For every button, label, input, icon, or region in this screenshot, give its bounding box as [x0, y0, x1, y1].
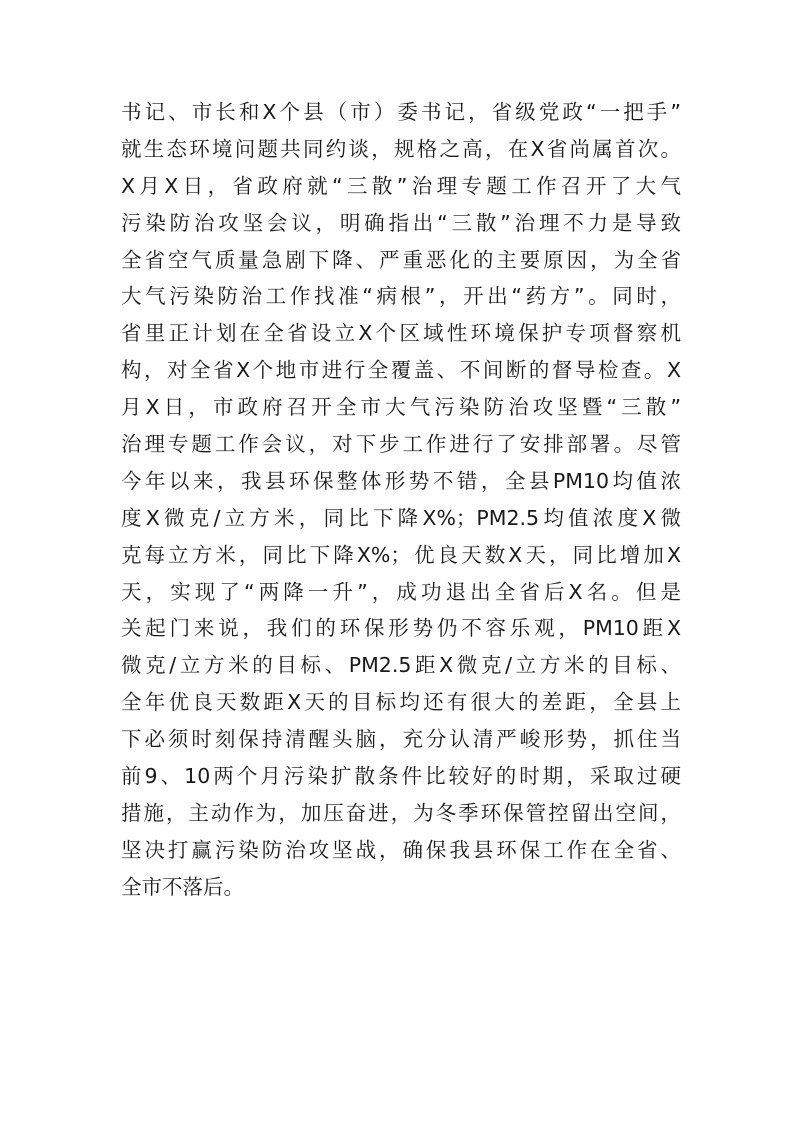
text-line: 全市不落后。: [121, 874, 244, 899]
text-line: 克每立方米，同比下降X%；优良天数X天，同比增加X: [121, 542, 681, 567]
text-line: 微克/立方米的目标、PM2.5距X微克/立方米的目标、: [121, 653, 681, 678]
text-line: 下必须时刻保持清醒头脑，充分认清严峻形势，抓住当: [121, 727, 681, 752]
text-line: 书记、市长和X个县（市）委书记，省级党政“一把手”: [121, 100, 681, 124]
text-line: X月X日，省政府就“三散”治理专题工作召开了大气: [121, 173, 681, 198]
text-line: 省里正计划在全省设立X个区域性环境保护专项督察机: [121, 321, 681, 346]
body-paragraph: [121, 94, 681, 906]
text-line: 构，对全省X个地市进行全覆盖、不间断的督导检查。X: [121, 358, 681, 383]
text-line: 天，实现了“两降一升”，成功退出全省后X名。但是: [121, 579, 681, 604]
text-line: 月X日，市政府召开全市大气污染防治攻坚暨“三散”: [121, 395, 681, 420]
text-line: 坚决打赢污染防治攻坚战，确保我县环保工作在全省、: [121, 837, 681, 862]
text-line: 全年优良天数距X天的目标均还有很大的差距，全县上: [121, 690, 681, 715]
text-line: 大气污染防治工作找准“病根”，开出“药方”。同时，: [121, 284, 681, 309]
text-line: 关起门来说，我们的环保形势仍不容乐观，PM10距X: [121, 616, 681, 641]
text-line: 治理专题工作会议，对下步工作进行了安排部署。尽管: [121, 432, 681, 457]
text-line: 前9、10两个月污染扩散条件比较好的时期，采取过硬: [121, 764, 681, 789]
text-line: 污染防治攻坚会议，明确指出“三散”治理不力是导致: [121, 210, 681, 235]
text-line: 全省空气质量急剧下降、严重恶化的主要原因，为全省: [121, 247, 681, 272]
text-line: 今年以来，我县环保整体形势不错，全县PM10均值浓: [121, 468, 681, 493]
text-line: 度X微克/立方米，同比下降X%；PM2.5均值浓度X微: [121, 505, 681, 530]
text-line: 措施，主动作为，加压奋进，为冬季环保管控留出空间，: [121, 800, 681, 825]
text-line: 就生态环境问题共同约谈，规格之高，在X省尚属首次。: [121, 136, 681, 161]
